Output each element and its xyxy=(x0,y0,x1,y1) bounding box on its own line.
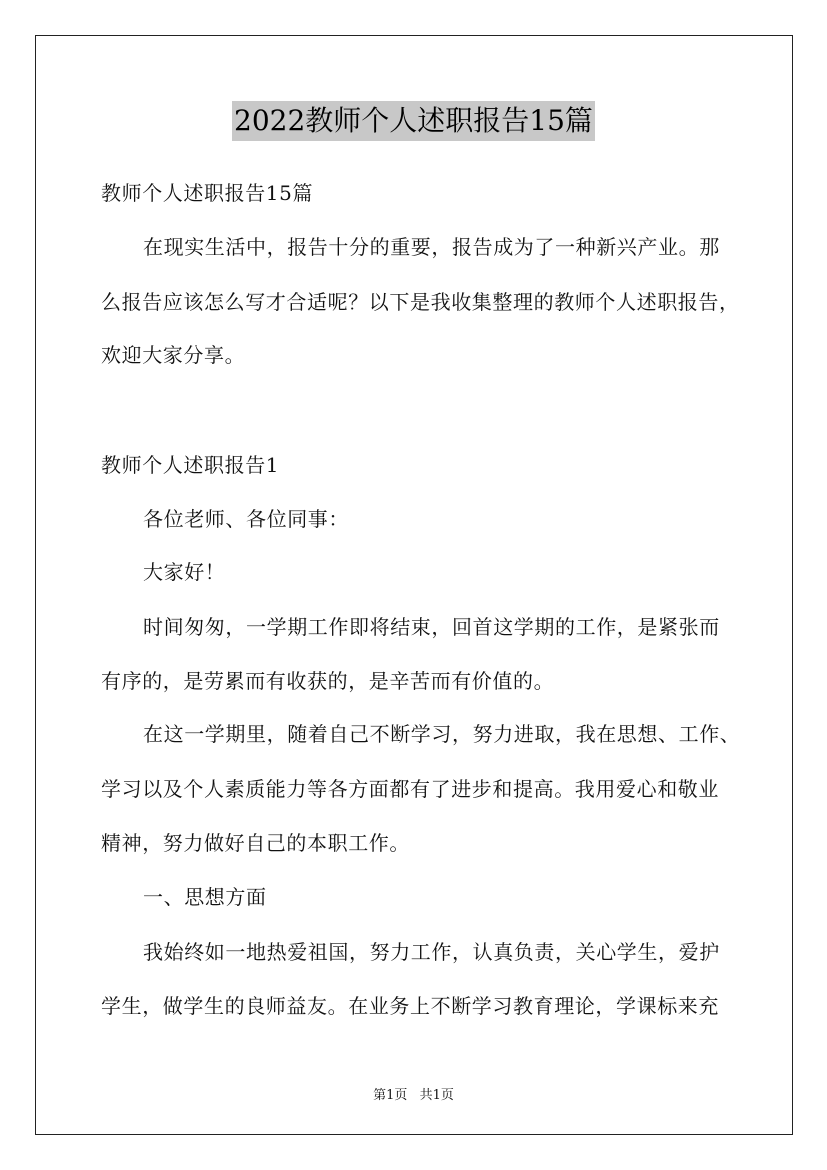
subtitle: 教师个人述职报告15篇 xyxy=(101,181,314,205)
intro-line: 在现实生活中，报告十分的重要，报告成为了一种新兴产业。那 xyxy=(143,235,720,259)
section-heading: 教师个人述职报告1 xyxy=(101,453,280,477)
paragraph-line: 学习以及个人素质能力等各方面都有了进步和提高。我用爱心和敬业 xyxy=(101,777,719,801)
page-total: 共1页 xyxy=(419,1088,454,1103)
paragraph-line: 精神，努力做好自己的本职工作。 xyxy=(101,831,410,855)
paragraph-line: 我始终如一地热爱祖国，努力工作，认真负责，关心学生，爱护 xyxy=(143,940,720,964)
salutation: 各位老师、各位同事： xyxy=(143,507,349,531)
greeting: 大家好！ xyxy=(143,560,226,584)
intro-line: 么报告应该怎么写才合适呢？以下是我收集整理的教师个人述职报告， xyxy=(101,290,740,314)
paragraph-line: 有序的，是劳累而有收获的，是辛苦而有价值的。 xyxy=(101,669,555,693)
document-title: 2022教师个人述职报告15篇 xyxy=(232,101,595,141)
paragraph-line: 在这一学期里，随着自己不断学习，努力进取，我在思想、工作、 xyxy=(143,722,741,746)
paragraph-line: 时间匆匆，一学期工作即将结束，回首这学期的工作，是紧张而 xyxy=(143,615,720,639)
page-footer xyxy=(0,1084,827,1103)
subheading: 一、思想方面 xyxy=(143,885,267,909)
title-container xyxy=(0,101,827,141)
intro-line: 欢迎大家分享。 xyxy=(101,343,246,367)
page-number: 第1页 xyxy=(373,1088,408,1103)
paragraph-line: 学生，做学生的良师益友。在业务上不断学习教育理论，学课标来充 xyxy=(101,994,719,1018)
